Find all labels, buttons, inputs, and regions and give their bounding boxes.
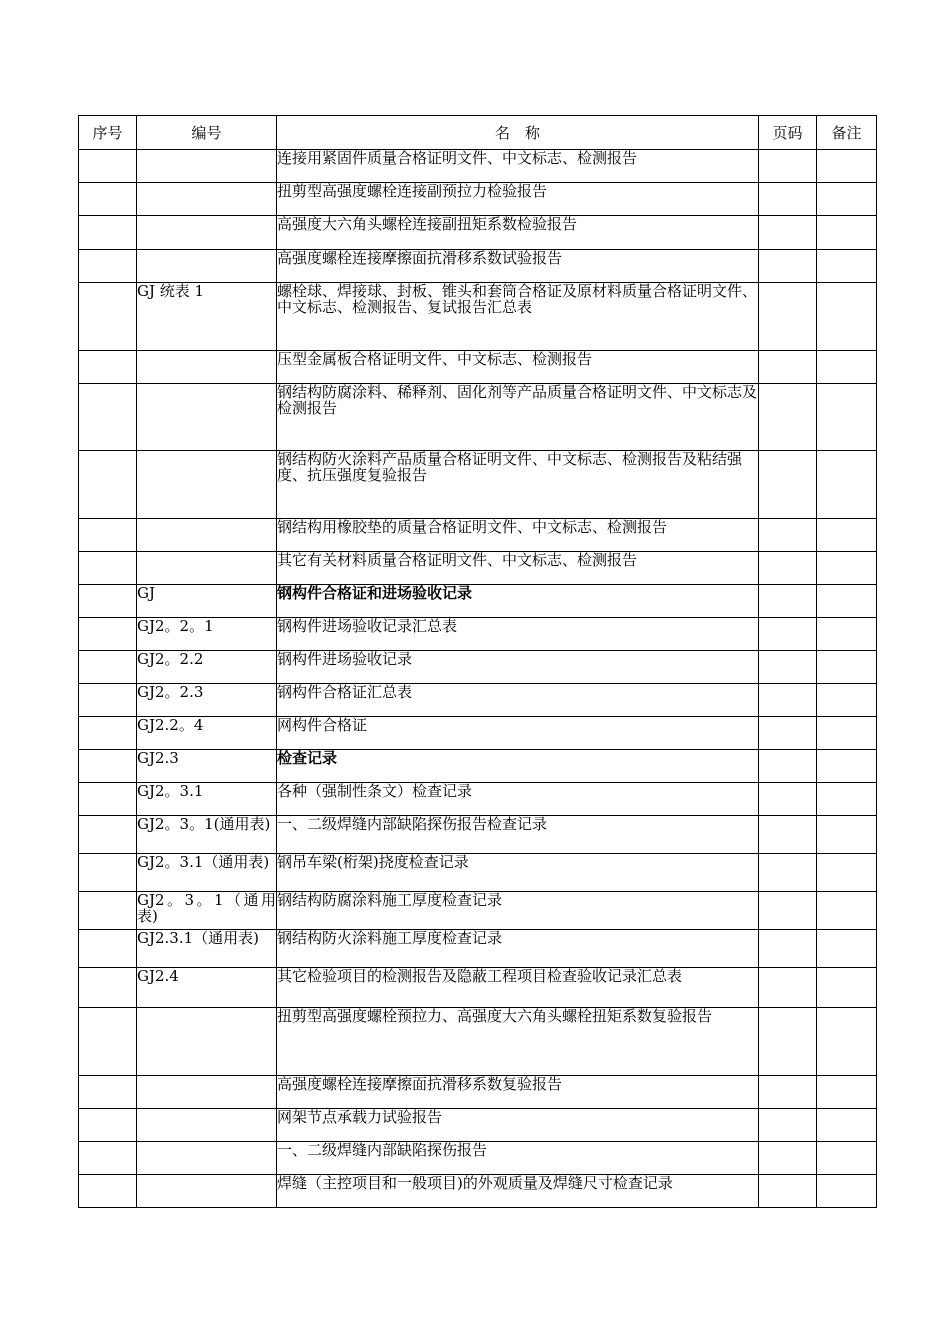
table-row [79,283,877,351]
table-row [79,892,877,930]
row-index-cell [79,183,137,216]
table-row [79,150,877,183]
row-index-cell [79,717,137,750]
row-name-cell: 钢结构防腐涂料施工厚度检查记录 [277,892,759,930]
row-note-cell [817,216,877,250]
row-name-cell: 钢结构防火涂料施工厚度检查记录 [277,930,759,968]
row-page-cell [759,250,817,283]
row-code-cell: GJ2.4 [137,968,277,1008]
row-code-cell: GJ2。3.1 [137,783,277,816]
row-name-cell: 螺栓球、焊接球、封板、锥头和套筒合格证及原材料质量合格证明文件、中文标志、检测报告、复试报告汇总表 [277,283,759,351]
row-note-cell [817,892,877,930]
row-index-cell [79,451,137,519]
table-row [79,351,877,384]
table-row [79,854,877,892]
row-code-cell [137,384,277,451]
row-note-cell [817,351,877,384]
row-page-cell [759,585,817,618]
row-page-cell [759,351,817,384]
row-index-cell [79,750,137,783]
row-code-cell: GJ2.2。4 [137,717,277,750]
row-page-cell [759,519,817,552]
row-page-cell [759,1175,817,1208]
row-note-cell [817,250,877,283]
row-index-cell [79,816,137,854]
table-row [79,216,877,250]
row-index-cell [79,519,137,552]
row-code-cell: GJ2。2.3 [137,684,277,717]
row-page-cell [759,1109,817,1142]
row-code-cell [137,183,277,216]
row-code-cell [137,1076,277,1109]
row-index-cell [79,150,137,183]
row-note-cell [817,684,877,717]
row-name-cell: 钢构件合格证汇总表 [277,684,759,717]
row-page-cell [759,1142,817,1175]
header-row [79,116,877,150]
table-row [79,717,877,750]
row-code-cell [137,1109,277,1142]
row-name-cell: 扭剪型高强度螺栓预拉力、高强度大六角头螺栓扭矩系数复验报告 [277,1008,759,1076]
header-name: 名 称 [277,116,759,150]
table-row [79,183,877,216]
table-row [79,783,877,816]
row-name-cell: 扭剪型高强度螺栓连接副预拉力检验报告 [277,183,759,216]
row-page-cell [759,150,817,183]
row-index-cell [79,1008,137,1076]
row-page-cell [759,552,817,585]
table-row [79,1109,877,1142]
row-index-cell [79,351,137,384]
row-code-cell: GJ [137,585,277,618]
row-note-cell [817,783,877,816]
row-index-cell [79,618,137,651]
row-code-cell [137,351,277,384]
row-index-cell [79,1076,137,1109]
row-name-cell: 压型金属板合格证明文件、中文标志、检测报告 [277,351,759,384]
row-note-cell [817,651,877,684]
row-name-cell: 网构件合格证 [277,717,759,750]
row-note-cell [817,1175,877,1208]
row-code-cell [137,1142,277,1175]
row-note-cell [817,816,877,854]
table-row [79,585,877,618]
row-index-cell [79,1109,137,1142]
row-index-cell [79,892,137,930]
table-row [79,816,877,854]
row-page-cell [759,892,817,930]
row-note-cell [817,183,877,216]
row-code-cell: GJ2。2.2 [137,651,277,684]
row-code-cell [137,1175,277,1208]
row-page-cell [759,1008,817,1076]
row-note-cell [817,750,877,783]
table-row [79,250,877,283]
table-row [79,968,877,1008]
row-note-cell [817,1076,877,1109]
row-page-cell [759,968,817,1008]
row-code-cell: GJ2.3.1（通用表) [137,930,277,968]
row-code-cell: GJ2。3。1(通用表) [137,816,277,854]
row-name-cell: 网架节点承载力试验报告 [277,1109,759,1142]
row-page-cell [759,717,817,750]
row-note-cell [817,451,877,519]
row-index-cell [79,854,137,892]
row-note-cell [817,618,877,651]
row-name-cell: 高强度螺栓连接摩擦面抗滑移系数试验报告 [277,250,759,283]
row-name-cell: 焊缝（主控项目和一般项目)的外观质量及焊缝尺寸检查记录 [277,1175,759,1208]
row-note-cell [817,930,877,968]
row-name-cell: 各种（强制性条文）检查记录 [277,783,759,816]
row-note-cell [817,1109,877,1142]
row-code-cell: GJ 统表 1 [137,283,277,351]
row-page-cell [759,750,817,783]
table-body [79,150,877,1208]
row-name-cell: 检查记录 [277,750,759,783]
row-index-cell [79,1175,137,1208]
row-page-cell [759,816,817,854]
row-name-cell: 钢结构防火涂料产品质量合格证明文件、中文标志、检测报告及粘结强度、抗压强度复验报告 [277,451,759,519]
row-index-cell [79,283,137,351]
row-index-cell [79,552,137,585]
header-note: 备注 [817,116,877,150]
row-index-cell [79,968,137,1008]
row-page-cell [759,1076,817,1109]
table-row [79,1076,877,1109]
row-name-cell: 其它检验项目的检测报告及隐蔽工程项目检查验收记录汇总表 [277,968,759,1008]
row-note-cell [817,854,877,892]
row-page-cell [759,651,817,684]
row-note-cell [817,519,877,552]
row-page-cell [759,684,817,717]
row-code-cell: GJ2.3 [137,750,277,783]
table-row [79,519,877,552]
row-page-cell [759,216,817,250]
table-row [79,1008,877,1076]
header-index: 序号 [79,116,137,150]
row-note-cell [817,585,877,618]
row-code-cell [137,250,277,283]
row-name-cell: 钢构件进场验收记录汇总表 [277,618,759,651]
row-index-cell [79,216,137,250]
row-page-cell [759,930,817,968]
row-name-cell: 高强度大六角头螺栓连接副扭矩系数检验报告 [277,216,759,250]
row-code-cell [137,451,277,519]
table-row [79,684,877,717]
row-page-cell [759,618,817,651]
table-row [79,384,877,451]
row-name-cell: 钢结构防腐涂料、稀释剂、固化剂等产品质量合格证明文件、中文标志及检测报告 [277,384,759,451]
row-index-cell [79,585,137,618]
header-code: 编号 [137,116,277,150]
row-name-cell: 钢构件进场验收记录 [277,651,759,684]
row-code-cell [137,1008,277,1076]
row-page-cell [759,384,817,451]
row-code-cell [137,519,277,552]
row-note-cell [817,1142,877,1175]
row-name-cell: 钢构件合格证和进场验收记录 [277,585,759,618]
table-row [79,651,877,684]
row-page-cell [759,451,817,519]
row-note-cell [817,384,877,451]
table-row [79,1142,877,1175]
row-name-cell: 钢结构用橡胶垫的质量合格证明文件、中文标志、检测报告 [277,519,759,552]
row-code-cell: GJ2。3。1（通用表) [137,892,277,930]
row-page-cell [759,783,817,816]
table-row [79,750,877,783]
row-note-cell [817,968,877,1008]
table-row [79,552,877,585]
table-row [79,1175,877,1208]
row-name-cell: 一、二级焊缝内部缺陷探伤报告 [277,1142,759,1175]
row-code-cell [137,216,277,250]
row-code-cell [137,150,277,183]
row-page-cell [759,854,817,892]
row-name-cell: 高强度螺栓连接摩擦面抗滑移系数复验报告 [277,1076,759,1109]
row-name-cell: 连接用紧固件质量合格证明文件、中文标志、检测报告 [277,150,759,183]
row-index-cell [79,651,137,684]
row-name-cell: 一、二级焊缝内部缺陷探伤报告检查记录 [277,816,759,854]
row-page-cell [759,183,817,216]
row-index-cell [79,684,137,717]
row-code-cell: GJ2。3.1（通用表) [137,854,277,892]
table-row [79,618,877,651]
row-index-cell [79,783,137,816]
row-note-cell [817,283,877,351]
row-note-cell [817,1008,877,1076]
index-table [78,115,877,1208]
row-index-cell [79,1142,137,1175]
row-note-cell [817,150,877,183]
table-row [79,451,877,519]
row-index-cell [79,250,137,283]
row-code-cell: GJ2。2。1 [137,618,277,651]
row-code-cell [137,552,277,585]
row-index-cell [79,384,137,451]
row-note-cell [817,717,877,750]
row-page-cell [759,283,817,351]
row-name-cell: 钢吊车梁(桁架)挠度检查记录 [277,854,759,892]
table-row [79,930,877,968]
header-page: 页码 [759,116,817,150]
row-note-cell [817,552,877,585]
row-index-cell [79,930,137,968]
row-name-cell: 其它有关材料质量合格证明文件、中文标志、检测报告 [277,552,759,585]
